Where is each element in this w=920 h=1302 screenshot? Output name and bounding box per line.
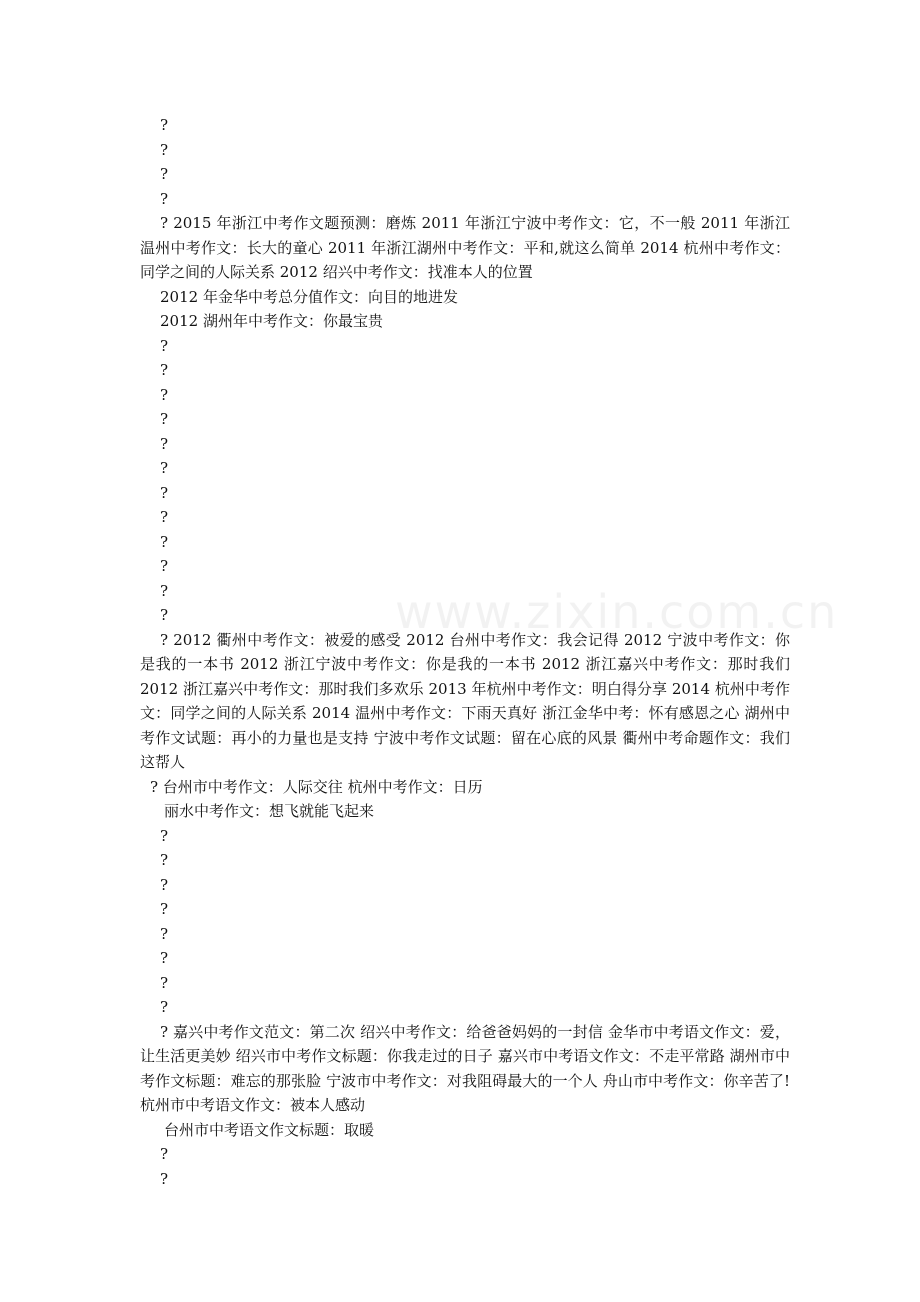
placeholder-mark: ? xyxy=(160,165,169,183)
placeholder-mark: ? xyxy=(160,434,169,453)
placeholder-mark: ? xyxy=(160,973,169,992)
text-line: 2012 湖州年中考作文：你最宝贵 xyxy=(160,312,383,330)
placeholder-mark: ? xyxy=(160,826,169,845)
placeholder-mark: ? xyxy=(160,1145,169,1163)
placeholder-mark: ? xyxy=(160,949,169,967)
placeholder-mark: ? xyxy=(160,998,169,1016)
placeholder-mark: ? xyxy=(160,508,169,526)
placeholder-mark: ? xyxy=(160,875,169,894)
placeholder-mark: ? xyxy=(160,116,169,134)
placeholder-mark: ? xyxy=(160,140,169,159)
placeholder-mark: ? xyxy=(160,1169,169,1188)
placeholder-mark: ? xyxy=(160,581,169,600)
placeholder-mark: ? xyxy=(160,385,169,404)
paragraph-essay-titles-3: ? 嘉兴中考作文范文：第二次 绍兴中考作文：给爸爸妈妈的一封信 金华市中考语文作文：爱，让生活更美妙 绍兴市中考作文标题：你我走过的日子 嘉兴市中考语文作文：不走平常路 湖州市中考作文标题：难忘的那张脸 宁波市中考作文：对我阻碍最大的一个人 舟山市中考作文：你辛苦了! 杭州市中考语文作文：被本人感动 xyxy=(140,1022,790,1114)
placeholder-mark: ? xyxy=(160,361,169,379)
placeholder-mark: ? xyxy=(160,532,169,551)
placeholder-mark: ? xyxy=(160,410,169,428)
placeholder-mark: ? xyxy=(160,851,169,869)
text-line: 台州市中考语文作文标题：取暖 xyxy=(164,1120,375,1139)
placeholder-mark: ? xyxy=(160,336,169,355)
placeholder-mark: ? xyxy=(160,189,169,208)
paragraph-essay-titles-2: ? 2012 衢州中考作文：被爱的感受 2012 台州中考作文：我会记得 2012 宁波中考作文：你是我的一本书 2012 浙江宁波中考作文：你是我的一本书 2012 浙江嘉兴中考作文：那时我们 2012 浙江嘉兴中考作文：那时我们多欢乐 2013 年杭州中考作文：明白得分享 2014 杭州中考作文：同学之间的人际关系 2014 温州中考作文：下雨天真好 浙江金华中考：怀有感恩之心 湖州中考作文试题：再小的力量也是支持 宁波中考作文试题：留在心底的风景 衢州中考命题作文：我们这帮人 xyxy=(140,630,790,771)
placeholder-mark: ? xyxy=(160,924,169,943)
placeholder-mark: ? xyxy=(160,459,169,477)
placeholder-mark: ? xyxy=(160,557,169,575)
document-body xyxy=(140,113,790,1191)
placeholder-mark: ? xyxy=(160,606,169,624)
watermark: www.zixin.com.cn xyxy=(395,585,839,639)
text-line: 2012 年金华中考总分值作文：向目的地进发 xyxy=(160,287,458,306)
paragraph-essay-titles-1: ? 2015 年浙江中考作文题预测：磨炼 2011 年浙江宁波中考作文：它，不一般 2011 年浙江温州中考作文：长大的童心 2011 年浙江湖州中考作文：平和,就这么简单 2014 杭州中考作文：同学之间的人际关系 2012 绍兴中考作文：找准本人的位置 xyxy=(140,214,790,281)
placeholder-mark: ? xyxy=(160,900,169,918)
text-line: ? 台州市中考作文：人际交往 杭州中考作文：日历 xyxy=(150,777,483,796)
placeholder-mark: ? xyxy=(160,483,169,502)
text-line: 丽水中考作文：想飞就能飞起来 xyxy=(164,802,375,820)
